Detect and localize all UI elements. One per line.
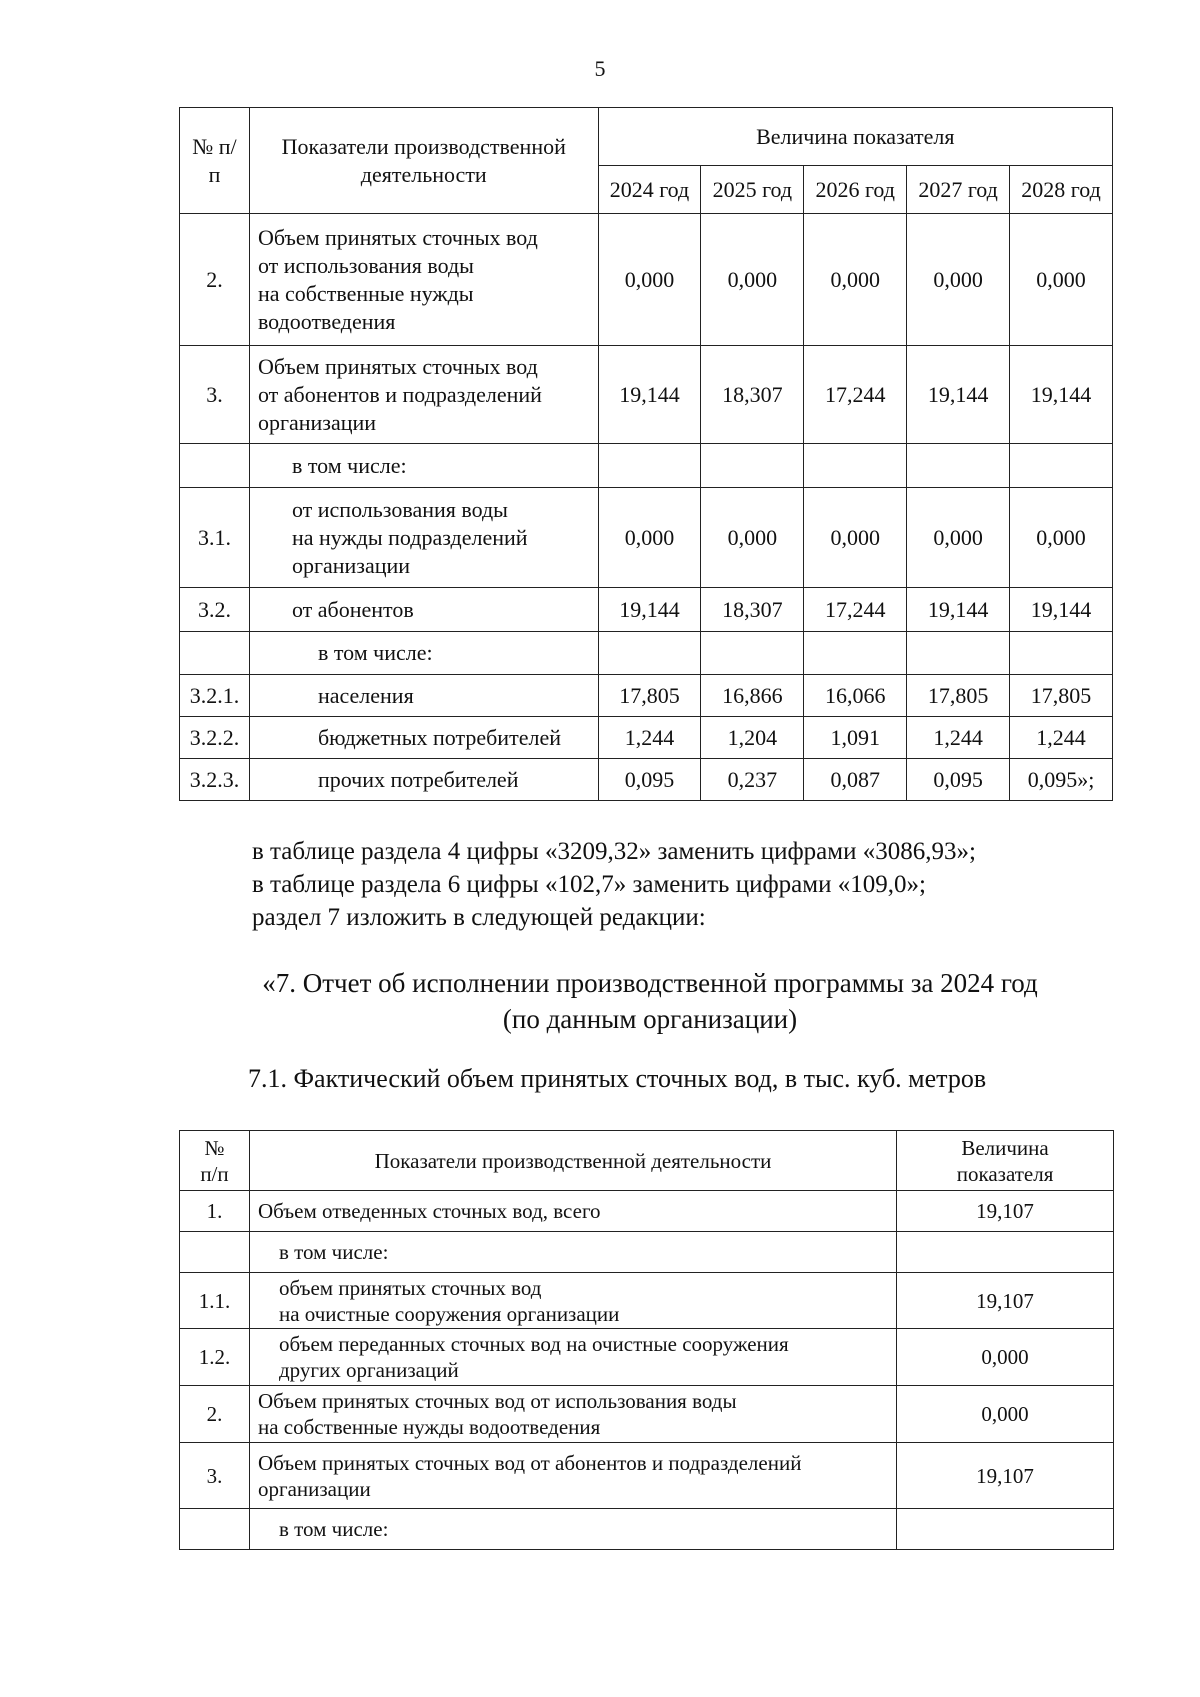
column-header-value-group: Величина показателя [598, 108, 1112, 166]
row-number: 1.2. [180, 1329, 250, 1386]
row-value: 0,000 [897, 1329, 1114, 1386]
row-value [804, 444, 907, 488]
row-value: 1,091 [804, 717, 907, 759]
column-header-year: 2027 год [907, 166, 1010, 214]
row-value: 19,144 [598, 588, 701, 632]
row-value: 1,244 [598, 717, 701, 759]
row-number [180, 1232, 250, 1273]
row-number: 3.2.2. [180, 717, 250, 759]
table-row [180, 632, 1113, 675]
row-label: Объем отведенных сточных вод, всего [249, 1191, 896, 1232]
column-header-number: № п/п [180, 1131, 250, 1191]
table-row [180, 588, 1113, 632]
row-number: 2. [180, 1386, 250, 1443]
row-value [598, 632, 701, 675]
row-value [897, 1509, 1114, 1550]
row-label: в том числе: [249, 444, 598, 488]
row-number: 3. [180, 1443, 250, 1509]
row-value: 17,244 [804, 346, 907, 444]
row-value: 16,866 [701, 675, 804, 717]
row-value: 17,244 [804, 588, 907, 632]
row-value: 0,095 [907, 759, 1010, 801]
row-value: 19,107 [897, 1273, 1114, 1329]
row-label: от использования воды на нужды подразделений организации [249, 488, 598, 588]
table-row [180, 444, 1113, 488]
column-header-year: 2028 год [1010, 166, 1113, 214]
row-value: 0,000 [701, 214, 804, 346]
row-label: бюджетных потребителей [249, 717, 598, 759]
row-number: 3.2. [180, 588, 250, 632]
row-value: 19,144 [1010, 346, 1113, 444]
table-row [180, 675, 1113, 717]
page-number: 5 [594, 56, 606, 81]
row-label: в том числе: [249, 632, 598, 675]
row-value: 19,107 [897, 1443, 1114, 1509]
row-value: 0,095»; [1010, 759, 1113, 801]
row-value: 0,000 [598, 488, 701, 588]
paragraph: раздел 7 изложить в следующей редакции: [252, 904, 706, 931]
row-number: 3.2.1. [180, 675, 250, 717]
production-indicators-table [179, 107, 1113, 801]
table-row [180, 488, 1113, 588]
row-label: Объем принятых сточных вод от использования воды на собственные нужды водоотведения [249, 214, 598, 346]
row-value: 18,307 [701, 588, 804, 632]
row-value [897, 1232, 1114, 1273]
table-row [180, 717, 1113, 759]
row-number [180, 444, 250, 488]
paragraph: в таблице раздела 4 цифры «3209,32» заменить цифрами «3086,93»; [252, 838, 976, 865]
row-value: 18,307 [701, 346, 804, 444]
row-value [1010, 632, 1113, 675]
row-number: 1. [180, 1191, 250, 1232]
column-header-year: 2026 год [804, 166, 907, 214]
row-label: объем переданных сточных вод на очистные сооружения других организаций [249, 1329, 896, 1386]
row-value [1010, 444, 1113, 488]
row-value [907, 632, 1010, 675]
row-value: 16,066 [804, 675, 907, 717]
column-header-year: 2024 год [598, 166, 701, 214]
row-value: 0,087 [804, 759, 907, 801]
row-value: 17,805 [907, 675, 1010, 717]
row-label: от абонентов [249, 588, 598, 632]
row-value: 0,095 [598, 759, 701, 801]
row-value: 19,144 [907, 588, 1010, 632]
row-label: Объем принятых сточных вод от абонентов и подразделений организации [249, 1443, 896, 1509]
table-row [180, 1329, 1114, 1386]
subsection-title: 7.1. Фактический объем принятых сточных вод, в тыс. куб. метров [248, 1064, 987, 1093]
row-label: населения [249, 675, 598, 717]
table-row [180, 214, 1113, 346]
table-row [180, 346, 1113, 444]
row-value: 19,144 [907, 346, 1010, 444]
column-header-indicator: Показатели производственной деятельности [249, 108, 598, 214]
row-value: 0,000 [1010, 214, 1113, 346]
row-value: 19,144 [598, 346, 701, 444]
row-number: 3.1. [180, 488, 250, 588]
row-label: объем принятых сточных вод на очистные сооружения организации [249, 1273, 896, 1329]
table-row [180, 759, 1113, 801]
row-value: 19,144 [1010, 588, 1113, 632]
column-header-number: № п/п [180, 108, 250, 214]
row-value: 17,805 [1010, 675, 1113, 717]
row-number [180, 632, 250, 675]
row-label: прочих потребителей [249, 759, 598, 801]
row-label: Объем принятых сточных вод от абонентов и подразделений организации [249, 346, 598, 444]
table-row [180, 1273, 1114, 1329]
row-value: 0,237 [701, 759, 804, 801]
row-value [804, 632, 907, 675]
row-value [907, 444, 1010, 488]
row-value [598, 444, 701, 488]
row-value: 1,244 [1010, 717, 1113, 759]
amendment-paragraphs [252, 835, 976, 934]
table-row [180, 1443, 1114, 1509]
row-label: в том числе: [249, 1509, 896, 1550]
column-header-indicator: Показатели производственной деятельности [249, 1131, 896, 1191]
row-number: 1.1. [180, 1273, 250, 1329]
row-number: 3.2.3. [180, 759, 250, 801]
row-value: 0,000 [1010, 488, 1113, 588]
table-row [180, 1191, 1114, 1232]
row-value: 0,000 [897, 1386, 1114, 1443]
row-label: в том числе: [249, 1232, 896, 1273]
row-value: 0,000 [804, 214, 907, 346]
row-number: 3. [180, 346, 250, 444]
row-value: 17,805 [598, 675, 701, 717]
column-header-value: Величина показателя [897, 1131, 1114, 1191]
table-row [180, 1232, 1114, 1273]
paragraph: в таблице раздела 6 цифры «102,7» заменить цифрами «109,0»; [252, 871, 926, 898]
row-value: 0,000 [907, 214, 1010, 346]
row-number: 2. [180, 214, 250, 346]
table-row [180, 1509, 1114, 1550]
row-value: 0,000 [804, 488, 907, 588]
row-value [701, 444, 804, 488]
row-value [701, 632, 804, 675]
row-value: 0,000 [598, 214, 701, 346]
section-title: «7. Отчет об исполнении производственной программы за 2024 год (по данным организации) [262, 968, 1038, 1034]
actual-volume-table [179, 1130, 1114, 1550]
row-value: 1,244 [907, 717, 1010, 759]
row-value: 1,204 [701, 717, 804, 759]
row-number [180, 1509, 250, 1550]
row-value: 0,000 [907, 488, 1010, 588]
row-value: 19,107 [897, 1191, 1114, 1232]
row-value: 0,000 [701, 488, 804, 588]
row-label: Объем принятых сточных вод от использования воды на собственные нужды водоотведения [249, 1386, 896, 1443]
column-header-year: 2025 год [701, 166, 804, 214]
table-row [180, 1386, 1114, 1443]
